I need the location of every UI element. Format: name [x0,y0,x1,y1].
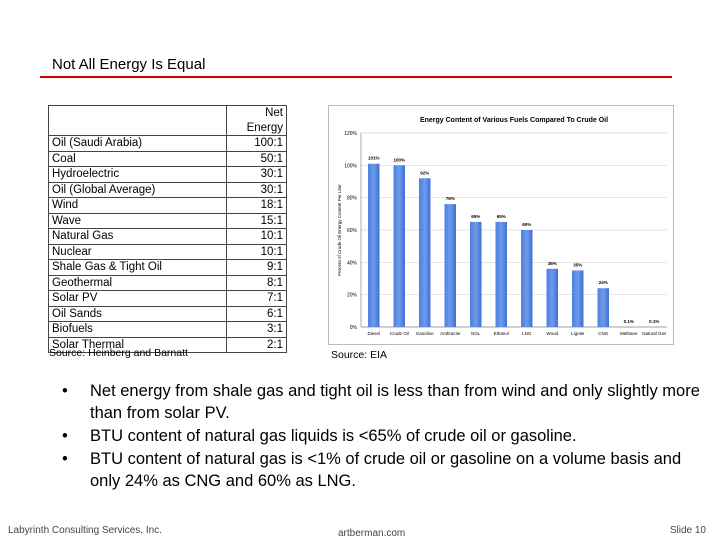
chart-title: Energy Content of Various Fuels Compared To Crude Oil [419,117,609,124]
bar-data-label: 100% [393,157,406,163]
x-tick-label: Lignite [571,331,585,336]
bar-data-label: 65% [471,213,481,219]
table-header-row [49,106,287,136]
x-tick-label: NGL [471,331,481,336]
table-cell-net-energy: 100:1 [227,136,287,152]
y-tick-label: 0% [349,325,357,331]
table-row [49,167,287,183]
table-cell-source: Wind [49,198,227,214]
table-row [49,306,287,322]
x-tick-label: Crude Oil [389,331,409,336]
bar [572,270,583,327]
table-row [49,244,287,260]
bullet-list [62,380,702,493]
table-cell-source: Biofuels [49,322,227,338]
x-tick-label: Gasoline [415,331,434,336]
bullet-text: BTU content of natural gas liquids is <65% of crude oil or gasoline. [90,427,577,445]
table-cell-source: Nuclear [49,244,227,260]
bar-data-label: 36% [547,260,557,266]
table-cell-source: Geothermal [49,275,227,291]
x-tick-label: LNG [522,331,532,336]
table-cell-net-energy: 18:1 [227,198,287,214]
table-row [49,182,287,198]
table-cell-net-energy: 2:1 [227,337,287,353]
bar [521,230,532,327]
table-cell-source: Solar PV [49,291,227,307]
table-cell-net-energy: 10:1 [227,244,287,260]
bar-data-label: 76% [445,196,455,202]
bar [496,222,507,327]
y-tick-label: 60% [346,228,357,234]
table-cell-source: Oil (Saudi Arabia) [49,136,227,152]
bar [470,222,481,327]
y-tick-label: 100% [344,163,357,170]
bar-data-label: 35% [573,262,583,268]
bullet-text: BTU content of natural gas is <1% of crude oil or gasoline on a volume basis and only 24% as CNG and 60% as LNG. [90,450,682,490]
table-header-net-energy: Net Energy [227,106,287,136]
bullet-dot: • [62,450,68,468]
bar-data-label: 101% [367,155,380,161]
y-tick-label: 40% [346,260,357,267]
table-cell-source: Oil Sands [49,306,227,322]
bar [547,269,558,327]
table-cell-source: Natural Gas [49,229,227,245]
x-tick-label: Anthracite [440,331,461,336]
bar-data-label: 60% [522,222,532,227]
table-row [49,291,287,307]
table-cell-net-energy: 30:1 [227,182,287,198]
table-cell-net-energy: 7:1 [227,291,287,307]
table-cell-net-energy: 15:1 [227,213,287,229]
y-axis-label: Percent of Crude Oil Energy Content Per Liter [337,184,342,276]
page-title: Not All Energy Is Equal [52,56,206,73]
y-tick-label: 80% [346,195,357,202]
table-cell-net-energy: 6:1 [227,306,287,322]
bar [368,164,379,327]
bar-data-label: 65% [496,213,506,219]
table-header-blank [49,106,227,136]
x-tick-label: Diesel [367,331,381,336]
x-tick-label: Methane [619,331,638,336]
bullet-item [62,380,702,424]
table-cell-source: Shale Gas & Tight Oil [49,260,227,276]
table-cell-net-energy: 30:1 [227,167,287,183]
bar [445,204,456,327]
table-row [49,151,287,167]
table-row [49,229,287,245]
y-tick-label: 120% [344,131,357,137]
footer-website: artberman.com [338,528,406,539]
table-row [49,322,287,338]
bullet-text: Net energy from shale gas and tight oil is less than from wind and only slightly more than from solar PV. [90,382,700,422]
chart-svg [329,106,673,344]
bar [598,288,609,327]
bar [419,178,430,327]
table-cell-net-energy: 9:1 [227,260,287,276]
table-row [49,136,287,152]
table-cell-source: Oil (Global Average) [49,182,227,198]
net-energy-table [48,105,287,353]
y-tick-label: 20% [346,292,357,299]
x-tick-label: Ethanol [493,331,509,336]
bar-data-label: 0.1% [649,318,660,324]
x-tick-label: CNG [598,331,609,336]
bar [394,165,405,327]
footer-company: Labyrinth Consulting Services, Inc. [8,525,162,536]
bullet-dot: • [62,382,68,400]
title-divider [40,76,672,78]
bar-data-label: 0.1% [623,318,634,324]
bullet-item [62,425,702,447]
table-cell-source: Solar Thermal [49,337,227,353]
table-cell-net-energy: 3:1 [227,322,287,338]
table-cell-net-energy: 10:1 [227,229,287,245]
x-tick-label: Wood [546,331,559,336]
fuel-energy-chart [328,105,674,345]
table-source: Source: Heinberg and Barnatt [49,347,188,359]
table-row [49,260,287,276]
x-tick-label: Natural Gas [642,331,667,336]
bullet-dot: • [62,427,68,445]
table-row [49,213,287,229]
bullet-item [62,448,702,492]
chart-source: Source: EIA [331,349,388,361]
footer-slide-number: Slide 10 [669,525,706,536]
table-row [49,275,287,291]
table-cell-net-energy: 50:1 [227,151,287,167]
bar-data-label: 24% [598,280,608,286]
table-cell-source: Coal [49,151,227,167]
table-row [49,198,287,214]
table-cell-net-energy: 8:1 [227,275,287,291]
table-cell-source: Wave [49,213,227,229]
table-cell-source: Hydroelectric [49,167,227,183]
bar-data-label: 92% [420,170,430,176]
